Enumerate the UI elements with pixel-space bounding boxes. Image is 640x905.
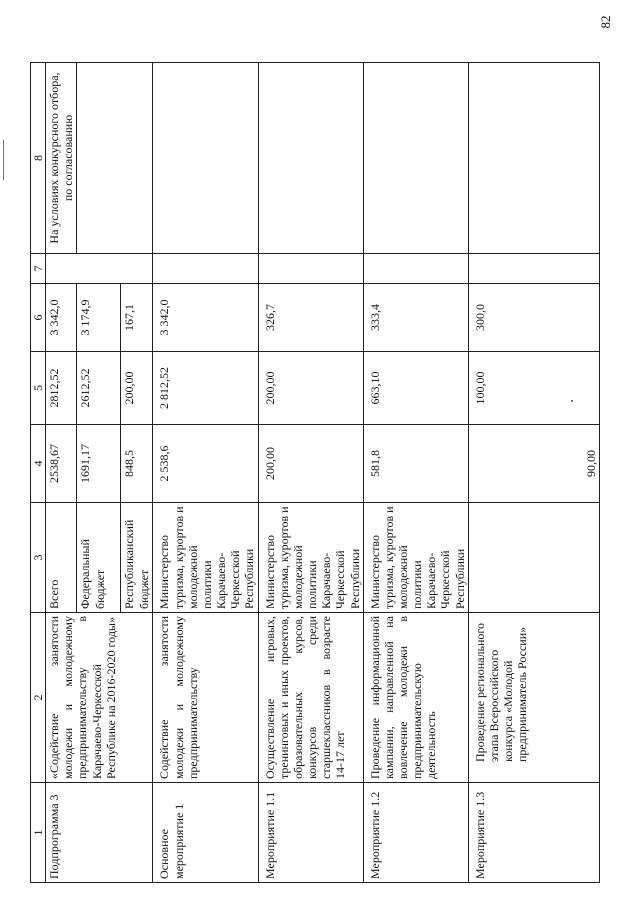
value-cell — [258, 254, 363, 284]
value-cell: 2538,67 — [46, 425, 77, 503]
value-cell: 1691,17 — [77, 425, 121, 503]
rotated-table-container — [30, 63, 600, 883]
header-cell: 8 — [31, 63, 46, 254]
row-name: «Содействие занятости молодежи и молодежному предпринимательству в Карачаево-Черкесской Республике на 2016-2020 годы» — [46, 613, 153, 783]
row-code: Мероприятие 1.3 — [468, 783, 599, 883]
value-cell: 2812,52 — [46, 352, 77, 425]
value-cell: 200,00 — [258, 425, 363, 503]
note-cell: На условиях конкурсного отбора, по согласованию — [46, 63, 77, 254]
row-executor — [468, 503, 599, 613]
value-cell — [46, 254, 153, 284]
value-cell: 3 342,0 — [153, 284, 258, 352]
row-code: Подпрограмма 3 — [46, 783, 153, 883]
value-cell: 200,00 — [258, 352, 363, 425]
value-cell: 2 538,6 — [153, 425, 258, 503]
row-name: Проведение регионального этапа Всероссийского конкурса «Молодой предприниматель России» — [468, 613, 599, 783]
table-row — [258, 63, 363, 883]
funding-source: Республиканский бюджет — [121, 503, 153, 613]
header-cell: 1 — [31, 783, 46, 883]
value-cell: 333,4 — [363, 284, 468, 352]
budget-table — [30, 62, 600, 883]
value-cell: 2612,52 — [77, 352, 121, 425]
header-cell: 7 — [31, 254, 46, 284]
value-cell: 100,00 — [468, 352, 599, 425]
row-code: Основное мероприятие 1 — [153, 783, 258, 883]
row-name: Осуществление игровых, тренинговых и иных проектов, образовательных курсов, конкурсов среди старшеклассников в возрасте 14-17 лет — [258, 613, 363, 783]
value-cell — [153, 254, 258, 284]
header-cell: 4 — [31, 425, 46, 503]
value-cell: 3 174,9 — [77, 284, 121, 352]
value-cell: 326,7 — [258, 284, 363, 352]
value-cell: 200,00 — [121, 352, 153, 425]
value-cell: 300,0 — [468, 284, 599, 352]
table-row — [153, 63, 258, 883]
note-cell — [468, 63, 599, 254]
funding-source: Федеральный бюджет — [77, 503, 121, 613]
value-cell: 90,00 — [468, 425, 599, 503]
value-cell: 2 812,52 — [153, 352, 258, 425]
value-cell: 663,10 — [363, 352, 468, 425]
header-cell: 5 — [31, 352, 46, 425]
value-cell: 3 342,0 — [46, 284, 77, 352]
header-row — [31, 63, 46, 883]
value-cell: 167,1 — [121, 284, 153, 352]
scan-edge-mark — [3, 140, 4, 180]
value-cell — [468, 254, 599, 284]
header-cell: 3 — [31, 503, 46, 613]
page-number: 82 — [598, 15, 613, 29]
value-cell: 848,5 — [121, 425, 153, 503]
header-cell: 6 — [31, 284, 46, 352]
table-row — [46, 63, 77, 883]
value-cell: 581,8 — [363, 425, 468, 503]
row-executor: Министерство туризма, курортов и молодежной политики Карачаево-Черкесской Республики — [363, 503, 468, 613]
note-cell — [258, 63, 363, 254]
value-cell — [363, 254, 468, 284]
row-name: Содействие занятости молодежи и молодежному предпринимательству — [153, 613, 258, 783]
row-code: Мероприятие 1.2 — [363, 783, 468, 883]
table-row — [363, 63, 468, 883]
table-row — [468, 63, 599, 883]
funding-source: Всего — [46, 503, 77, 613]
note-cell — [153, 63, 258, 254]
row-code: Мероприятие 1.1 — [258, 783, 363, 883]
note-cell — [77, 63, 153, 254]
header-cell: 2 — [31, 613, 46, 783]
row-name: Проведение информационной кампании, направленной на вовлечение молодежи в предпринимательскую деятельность — [363, 613, 468, 783]
note-cell — [363, 63, 468, 254]
row-executor: Министерство туризма, курортов и молодежной политики Карачаево-Черкесской Республики — [153, 503, 258, 613]
row-executor: Министерство туризма, курортов и молодежной политики Карачаево-Черкесской Республики — [258, 503, 363, 613]
